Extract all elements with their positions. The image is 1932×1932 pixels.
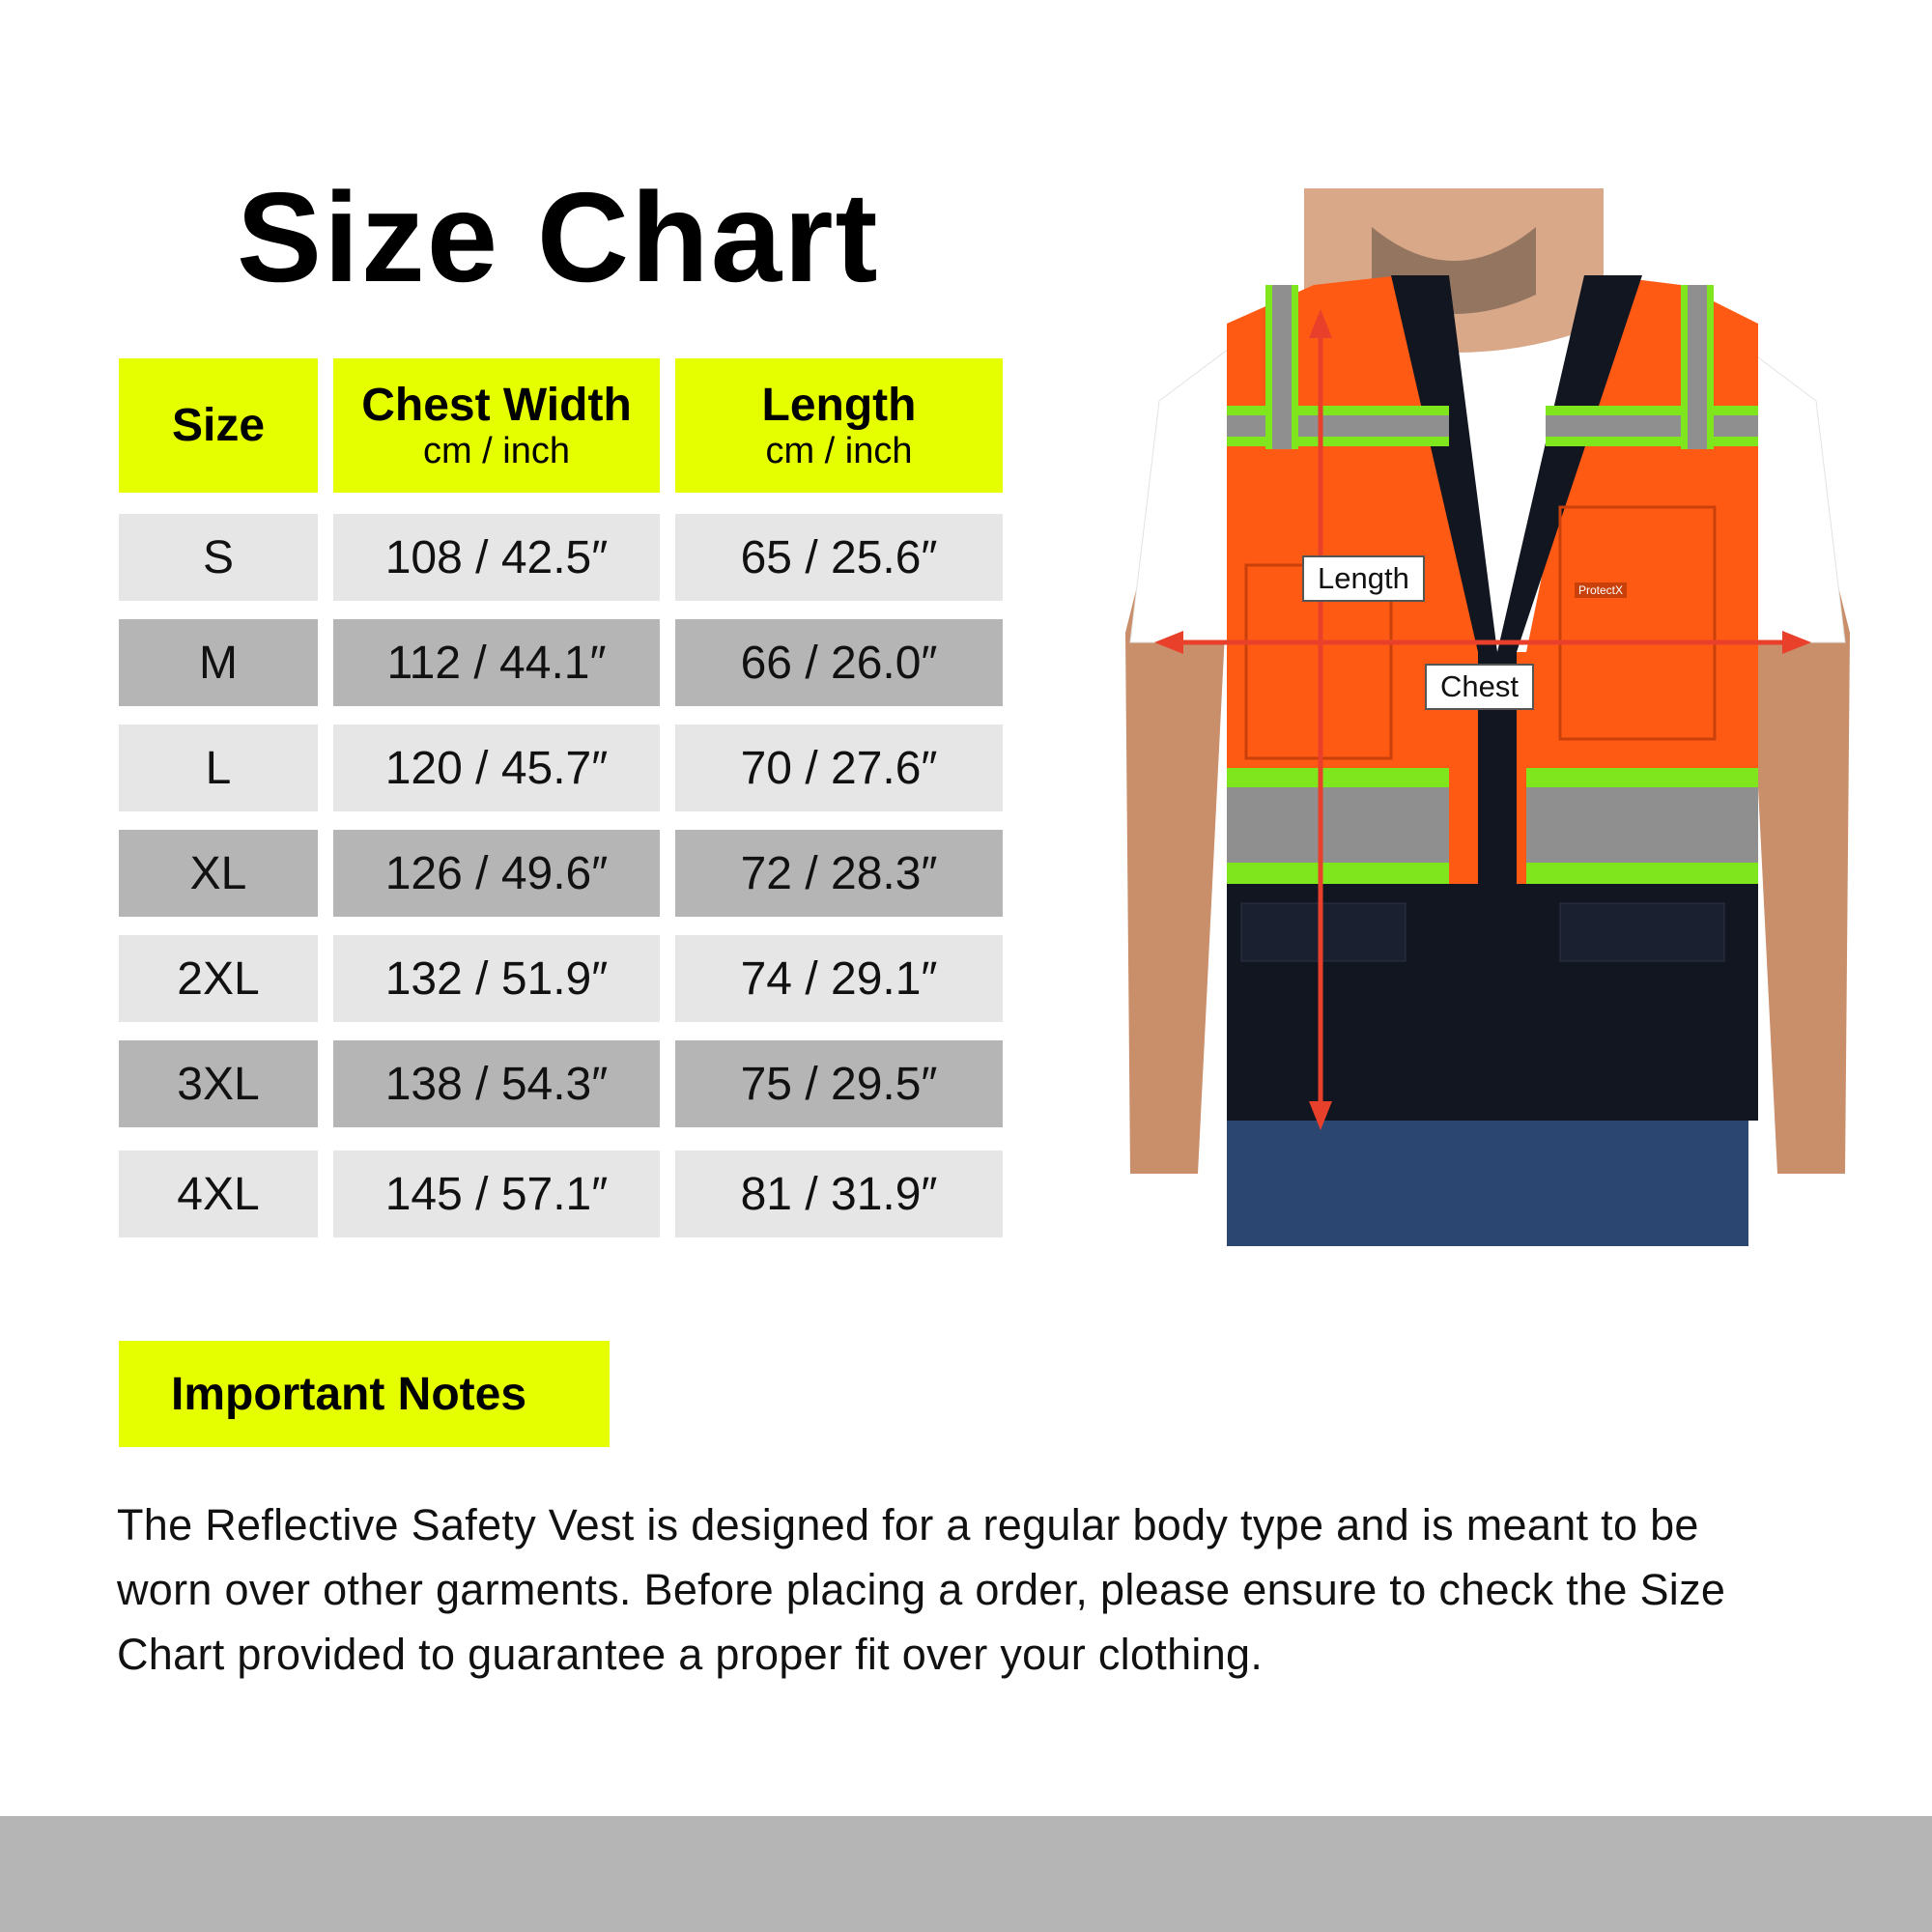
cell-chest: 108 / 42.5″ [333, 514, 660, 601]
cell-chest: 145 / 57.1″ [333, 1151, 660, 1237]
header-size-label: Size [171, 399, 266, 451]
cell-chest: 132 / 51.9″ [333, 935, 660, 1022]
vest-illustration [1121, 188, 1855, 1246]
cell-size: XL [119, 830, 318, 917]
cell-size: 3XL [119, 1040, 318, 1127]
important-notes-heading: Important Notes [119, 1341, 610, 1447]
length-label: Length [1302, 555, 1425, 602]
vest-photo [1121, 188, 1855, 1246]
cell-length: 74 / 29.1″ [675, 935, 1003, 1022]
cell-chest: 120 / 45.7″ [333, 724, 660, 811]
cell-size: 2XL [119, 935, 318, 1022]
header-length-label: Length [761, 379, 917, 431]
header-size [119, 358, 318, 493]
header-length [675, 358, 1003, 493]
cell-size: S [119, 514, 318, 601]
cell-size: M [119, 619, 318, 706]
cell-length: 75 / 29.5″ [675, 1040, 1003, 1127]
cell-length: 81 / 31.9″ [675, 1151, 1003, 1237]
header-length-units: cm / inch [765, 430, 913, 471]
brand-tag: ProtectX [1575, 582, 1627, 598]
chest-label: Chest [1425, 664, 1534, 710]
cell-size: 4XL [119, 1151, 318, 1237]
cell-length: 72 / 28.3″ [675, 830, 1003, 917]
cell-size: L [119, 724, 318, 811]
cell-chest: 112 / 44.1″ [333, 619, 660, 706]
cell-chest: 126 / 49.6″ [333, 830, 660, 917]
cell-chest: 138 / 54.3″ [333, 1040, 660, 1127]
cell-length: 65 / 25.6″ [675, 514, 1003, 601]
header-chest-units: cm / inch [422, 430, 571, 471]
header-chest-width [333, 358, 660, 493]
page-title: Size Chart [237, 166, 880, 308]
important-notes-text: The Reflective Safety Vest is designed for a regular body type and is meant to be worn over other garments. Before placing a order, please ensure to check the Size Chart provided to guarantee a proper fit over your clothing. [117, 1500, 1726, 1679]
cell-length: 66 / 26.0″ [675, 619, 1003, 706]
cell-length: 70 / 27.6″ [675, 724, 1003, 811]
header-chest-label: Chest Width [361, 379, 632, 431]
bottom-bar [0, 1816, 1932, 1932]
